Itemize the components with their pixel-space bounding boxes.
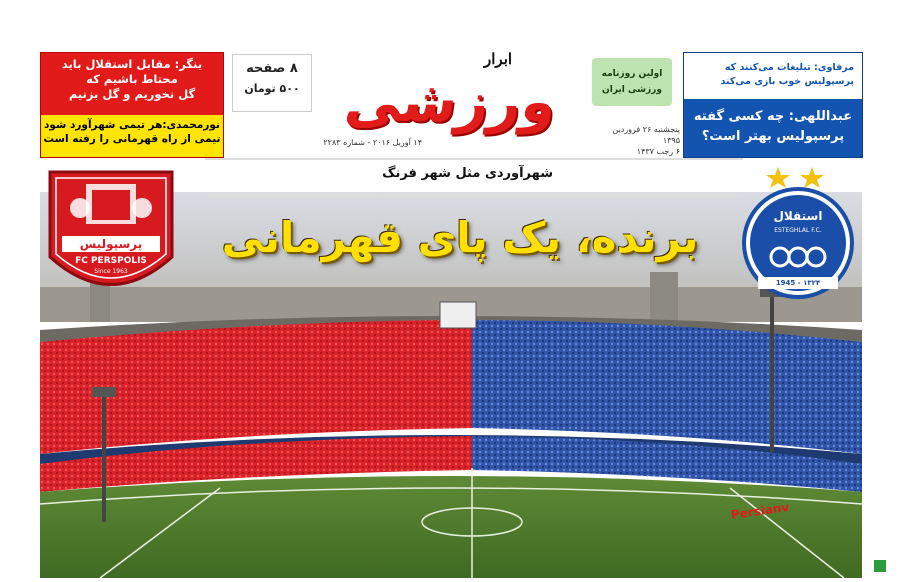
persepolis-logo	[42, 162, 180, 310]
watermark-text: Persianv	[730, 499, 790, 523]
right-news-top	[684, 53, 862, 101]
issue-date-number: ۱۴ آوریل ۲۰۱۶ - شماره ۲۲۸۳	[323, 138, 422, 147]
esteghlal-name-fa: استقلال	[773, 209, 823, 223]
badge-line-2: ورزشی ایران	[602, 85, 662, 95]
persepolis-name-en: FC PERSPOLIS	[75, 256, 147, 266]
right-top-line-2: پرسپولیس خوب بازی می‌کند	[720, 76, 854, 87]
date-hijri: ۶ رجب ۱۴۳۷	[636, 147, 680, 156]
main-headline: برنده، یک پای قهرمانی	[221, 213, 699, 262]
left-news-line-2: محتاط باشیم که	[86, 72, 178, 86]
left-yellow-line-1: نورمحمدی:هر تیمی شهرآورد شود	[44, 119, 220, 131]
esteghlal-years: 1945 - ۱۳۲۴	[775, 279, 821, 287]
masthead-name: ورزشی	[340, 70, 562, 135]
right-bottom-line-1: عبداللهی: چه کسی گفته	[693, 109, 853, 124]
persepolis-name-fa: پرسپولیس	[79, 237, 143, 251]
right-bottom-line-2: پرسپولیس بهتر است؟	[701, 129, 845, 144]
pages-price-box	[232, 54, 312, 112]
left-yellow-line-2: تیمی از راه قهرمانی را رفته است	[43, 133, 221, 145]
esteghlal-name-en: ESTEGHLAL F.C.	[774, 227, 822, 234]
corner-square-icon	[860, 550, 900, 578]
price: ۵۰۰ تومان	[244, 82, 300, 95]
page-count: ۸ صفحه	[246, 61, 298, 76]
first-sports-daily-badge	[592, 58, 672, 106]
left-news-yellow-strip	[41, 115, 223, 157]
masthead-abrar: ابرار	[484, 50, 513, 68]
left-news-box	[40, 52, 224, 158]
masthead-logo	[318, 48, 578, 158]
esteghlal-logo	[740, 165, 860, 300]
right-top-line-1: مرفاوی: تبلیغات می‌کنند که	[724, 62, 854, 73]
date-persian: پنجشنبه ۲۶ فروردین ۱۳۹۵	[612, 125, 680, 145]
subtitle-bar	[205, 158, 743, 196]
right-news-box	[683, 52, 863, 158]
left-news-line-1: ینگر: مقابل استقلال باید	[61, 57, 203, 71]
corner-decoration	[860, 550, 900, 578]
right-news-headline	[684, 103, 862, 147]
badge-line-1: اولین روزنامه	[601, 69, 663, 79]
persepolis-since: Since 1963	[94, 268, 128, 275]
subtitle: شهرآوردی مثل شهر فرنگ	[382, 166, 553, 181]
left-news-headline	[47, 57, 217, 102]
left-news-line-3: گل نخوریم و گل بزنیم	[68, 87, 196, 101]
date-line	[596, 124, 680, 157]
